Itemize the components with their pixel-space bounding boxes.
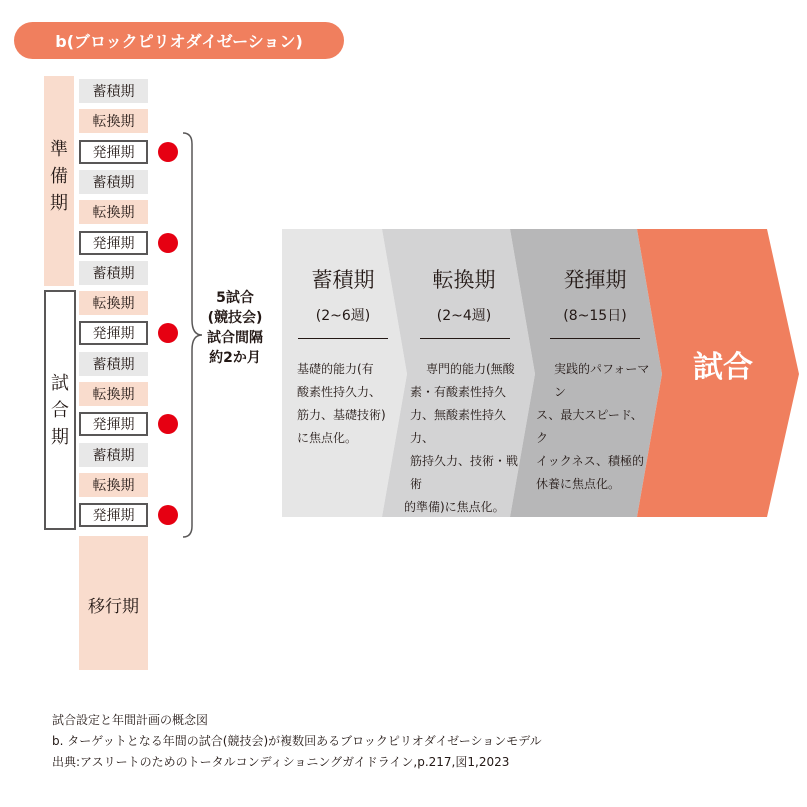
stage-accumulation-title: 蓄積期 (311, 268, 375, 292)
phase-block-transmutation: 転換期 (79, 291, 148, 315)
phase-block-realization: 発揮期 (79, 503, 148, 527)
phase-block-realization: 発揮期 (79, 412, 148, 436)
phase-block-accumulation: 蓄積期 (79, 170, 148, 194)
stage-realization-desc: 実践的パフォーマン ス、最大スピード、ク イックネス、積極的 休養に焦点化。 (536, 362, 650, 491)
brace (180, 130, 204, 540)
competition-dot (158, 142, 178, 162)
match-label: 試合 (693, 350, 753, 385)
phase-block-transmutation: 転換期 (79, 200, 148, 224)
caption-description: b. ターゲットとなる年間の試合(競技会)が複数回あるブロックピリオダイゼーションモデル (52, 734, 542, 748)
caption-title: 試合設定と年間計画の概念図 (52, 713, 209, 727)
diagram-title: b(ブロックピリオダイゼーション) (14, 22, 344, 59)
phase-block-accumulation: 蓄積期 (79, 79, 148, 103)
stage-transmutation-period: (2~4週) (436, 308, 492, 324)
competition-count-label: 5試合 (競技会) 試合間隔 約2か月 (207, 290, 263, 366)
transition-period-label: 移行期 (88, 597, 139, 617)
phase-block-realization: 発揮期 (79, 140, 148, 164)
competition-dot (158, 233, 178, 253)
divider-line (298, 338, 388, 339)
stage-transmutation-desc: 専門的能力(無酸 素・有酸素性持久 力、無酸素性持久力、 筋持久力、技術・戦術 的準備)に焦点化。 (404, 362, 519, 514)
phase-block-accumulation: 蓄積期 (79, 261, 148, 285)
divider-line (550, 338, 640, 339)
stage-realization-title: 発揮期 (563, 268, 627, 292)
phase-block-accumulation: 蓄積期 (79, 352, 148, 376)
phase-block-realization: 発揮期 (79, 321, 148, 345)
competition-period-label: 試 合 期 (51, 373, 69, 448)
phase-block-transmutation: 転換期 (79, 382, 148, 406)
divider-line (420, 338, 510, 339)
competition-dot (158, 505, 178, 525)
stage-accumulation-period: (2~6週) (315, 308, 371, 324)
stage-accumulation-desc: 基礎的能力(有 酸素性持久力、 筋力、基礎技術) に焦点化。 (297, 362, 386, 445)
competition-dot (158, 414, 178, 434)
phase-block-accumulation: 蓄積期 (79, 443, 148, 467)
phase-block-realization: 発揮期 (79, 231, 148, 255)
phase-block-transmutation: 転換期 (79, 109, 148, 133)
competition-dot (158, 323, 178, 343)
caption-source: 出典:アスリートのためのトータルコンディショニングガイドライン,p.217,図1,2023 (52, 755, 510, 769)
phase-block-transmutation: 転換期 (79, 473, 148, 497)
preparation-period-label: 準 備 期 (50, 139, 68, 214)
stage-transmutation-title: 転換期 (432, 268, 496, 292)
stage-realization-period: (8~15日) (563, 308, 627, 324)
